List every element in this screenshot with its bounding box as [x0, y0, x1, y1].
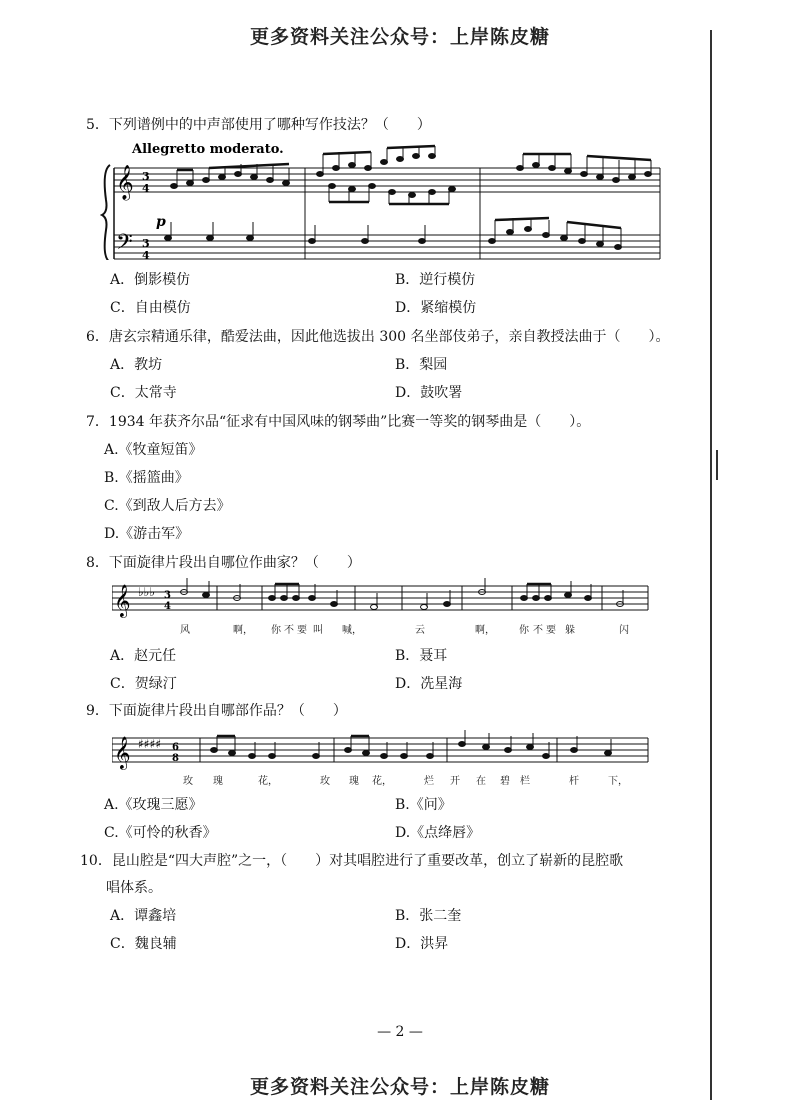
- q9-lyric-1: 玫: [183, 776, 193, 787]
- q5-option-b[interactable]: B．逆行模仿: [395, 272, 476, 288]
- q9-lyric-4: 玫: [320, 776, 330, 787]
- q8-lyric-10: 你: [519, 625, 529, 636]
- q5-option-c[interactable]: C．自由模仿: [110, 300, 191, 316]
- svg-text:4: 4: [142, 182, 150, 195]
- q10-option-b[interactable]: B．张二奎: [395, 908, 462, 924]
- q6-option-a[interactable]: A．教坊: [110, 357, 163, 373]
- q9-lyric-6: 花，: [372, 776, 392, 787]
- question-8-score: [112, 578, 652, 618]
- question-6-stem: 6．唐玄宗精通乐律，酷爱法曲，因此他选拔出 300 名坐部伎弟子，亲自教授法曲于（ ）。: [86, 329, 670, 345]
- svg-text:𝄢: 𝄢: [116, 230, 133, 260]
- q7-option-c[interactable]: C.《到敌人后方去》: [104, 498, 231, 514]
- q8-lyric-14: 闪: [619, 625, 629, 636]
- question-5-score: [100, 140, 665, 260]
- q8-lyric-8: 云: [415, 625, 425, 636]
- q9-lyric-12: 杆: [569, 776, 579, 787]
- question-10-stem-line-2: 唱体系。: [106, 880, 162, 896]
- dynamic-marking: p: [156, 214, 166, 230]
- svg-text:3: 3: [142, 237, 150, 250]
- q8-lyric-1: 风: [180, 625, 190, 636]
- svg-text:𝄞: 𝄞: [114, 736, 131, 769]
- q7-option-d[interactable]: D.《游击军》: [104, 526, 190, 542]
- q10-option-d[interactable]: D．洪昇: [395, 936, 449, 952]
- page-number: — 2 —: [377, 1024, 423, 1040]
- q9-option-c[interactable]: C.《可怜的秋香》: [104, 825, 217, 841]
- svg-text:4: 4: [142, 249, 150, 260]
- q6-option-b[interactable]: B．梨园: [395, 357, 448, 373]
- q9-option-b[interactable]: B.《问》: [395, 797, 452, 813]
- q8-option-b[interactable]: B．聂耳: [395, 648, 448, 664]
- q6-option-d[interactable]: D．鼓吹署: [395, 385, 463, 401]
- q8-option-d[interactable]: D．冼星海: [395, 676, 463, 692]
- svg-text:3: 3: [164, 590, 171, 601]
- q8-option-c[interactable]: C．贺绿汀: [110, 676, 177, 692]
- q8-lyric-12: 要: [546, 625, 556, 636]
- svg-text:6: 6: [172, 742, 179, 753]
- q9-option-a[interactable]: A.《玫瑰三愿》: [104, 797, 203, 813]
- q8-lyric-3: 你: [271, 625, 281, 636]
- svg-text:𝄞: 𝄞: [114, 584, 131, 617]
- q9-lyric-9: 在: [476, 776, 486, 787]
- question-10-stem-line-1: 10．昆山腔是“四大声腔”之一，（ ）对其唱腔进行了重要改革，创立了崭新的昆腔歌: [80, 853, 624, 869]
- q8-option-a[interactable]: A．赵元任: [110, 648, 177, 664]
- q9-lyric-8: 开: [450, 776, 460, 787]
- q6-option-c[interactable]: C．太常寺: [110, 385, 177, 401]
- q5-option-a[interactable]: A．倒影模仿: [110, 272, 191, 288]
- page-header: 更多资料关注公众号：上岸陈皮糖: [249, 26, 550, 48]
- question-7-stem: 7．1934 年获齐尔品“征求有中国风味的钢琴曲”比赛一等奖的钢琴曲是（ ）。: [86, 414, 591, 430]
- q5-option-d[interactable]: D．紧缩模仿: [395, 300, 477, 316]
- q10-option-a[interactable]: A．谭鑫培: [110, 908, 177, 924]
- q9-lyric-3: 花，: [258, 776, 278, 787]
- svg-text:♯♯♯♯: ♯♯♯♯: [138, 737, 162, 751]
- q8-lyric-2: 啊，: [233, 625, 253, 636]
- q9-option-d[interactable]: D.《点绛唇》: [395, 825, 481, 841]
- question-5-stem: 5．下列谱例中的中声部使用了哪种写作技法？（ ）: [86, 117, 431, 133]
- q9-lyric-11: 栏: [520, 776, 530, 787]
- question-9-score: [112, 730, 652, 770]
- q9-lyric-10: 碧: [500, 776, 510, 787]
- q7-option-b[interactable]: B.《摇篮曲》: [104, 470, 189, 486]
- svg-text:3: 3: [142, 170, 150, 183]
- q8-lyric-4: 不: [284, 625, 294, 636]
- q8-lyric-13: 躲: [565, 625, 575, 636]
- q8-lyric-11: 不: [533, 625, 543, 636]
- q8-lyric-7: 喊，: [342, 625, 362, 636]
- q8-lyric-6: 叫: [313, 625, 323, 636]
- binding-rule: [710, 30, 712, 1100]
- q8-lyric-9: 啊，: [475, 625, 495, 636]
- question-8-stem: 8．下面旋律片段出自哪位作曲家？（ ）: [86, 555, 361, 571]
- q9-lyric-7: 烂: [424, 776, 434, 787]
- q9-lyric-13: 下，: [608, 776, 628, 787]
- svg-text:8: 8: [172, 753, 179, 764]
- tempo-marking: Allegretto moderato.: [132, 142, 284, 157]
- q10-option-c[interactable]: C．魏良辅: [110, 936, 177, 952]
- q9-lyric-2: 瑰: [213, 776, 223, 787]
- svg-text:4: 4: [164, 601, 171, 612]
- page-footer: 更多资料关注公众号：上岸陈皮糖: [249, 1076, 550, 1098]
- question-9-stem: 9．下面旋律片段出自哪部作品？（ ）: [86, 703, 347, 719]
- q9-lyric-5: 瑰: [349, 776, 359, 787]
- q7-option-a[interactable]: A.《牧童短笛》: [104, 442, 203, 458]
- svg-text:♭♭♭: ♭♭♭: [138, 585, 155, 599]
- q8-lyric-5: 要: [297, 625, 307, 636]
- svg-text:𝄞: 𝄞: [116, 165, 134, 200]
